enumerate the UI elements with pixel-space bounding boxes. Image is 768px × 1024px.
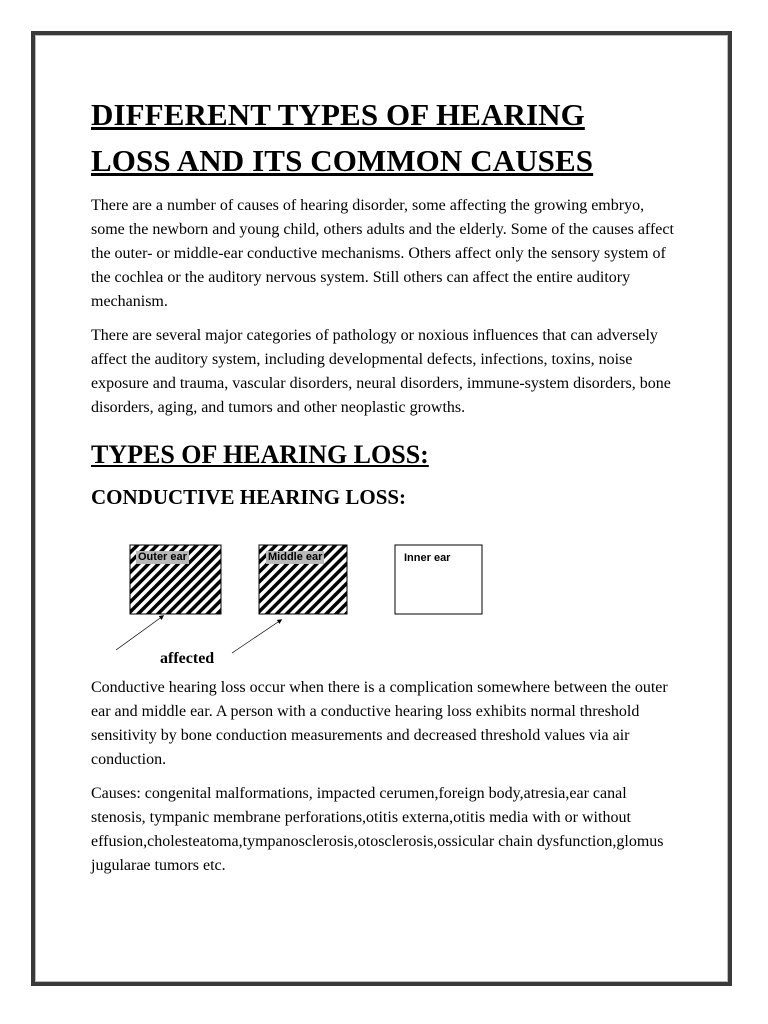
intro-paragraph-2: There are several major categories of pathology or noxious influences that can adversely affect the auditory system, including developmental defects, infections, toxins, noise exposure and trauma, vascular disorders, neural disorders, immune-system disorders, bone disorders, aging, and tumors and other neoplastic growths.	[91, 327, 671, 416]
causes-paragraph: Causes: congenital malformations, impacted cerumen,foreign body,atresia,ear canal stenosis, tympanic membrane perforations,otitis externa,otitis media with or without effusion,cholesteatoma,tympanosclerosis,otosclerosis,ossicular chain dysfunction,glomus jugularae tumors etc.	[91, 785, 664, 874]
intro-paragraph-1: There are a number of causes of hearing disorder, some affecting the growing embryo, some the newborn and young child, others adults and the elderly. Some of the causes affect the outer- or middle-ear conductive mechanisms. Others affect only the sensory system of the cochlea or the auditory nervous system. Still others can affect the entire auditory mechanism.	[91, 197, 674, 310]
inner-ear-label: Inner ear	[404, 552, 451, 564]
middle-ear-arrow	[232, 620, 281, 653]
middle-ear-label: Middle ear	[268, 551, 323, 563]
title-line-2: LOSS AND ITS COMMON CAUSES	[91, 143, 594, 178]
document-title	[91, 92, 681, 184]
section-heading: TYPES OF HEARING LOSS:	[91, 440, 429, 469]
ear-diagram	[91, 510, 681, 676]
outer-ear-label: Outer ear	[138, 551, 187, 563]
document-body	[91, 92, 681, 888]
subsection-heading: CONDUCTIVE HEARING LOSS:	[91, 485, 407, 509]
conductive-paragraph: Conductive hearing loss occur when there is a complication somewhere between the outer ear and middle ear. A person with a conductive hearing loss exhibits normal threshold sensitivity by bone conduction measurements and decreased threshold values via air conduction.	[91, 679, 668, 768]
outer-ear-arrow	[116, 616, 163, 650]
title-line-1: DIFFERENT TYPES OF HEARING	[91, 97, 585, 132]
affected-label: affected	[160, 650, 215, 667]
